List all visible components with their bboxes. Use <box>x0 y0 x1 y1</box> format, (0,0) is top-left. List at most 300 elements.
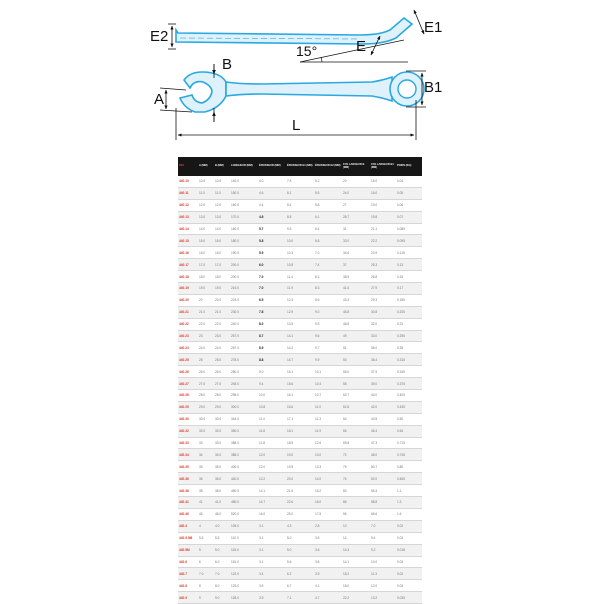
table-cell: 8.6 <box>314 294 342 306</box>
table-cell: 0.03 <box>396 580 422 592</box>
ref-cell: 440.20 <box>178 294 198 306</box>
table-cell: 14.2 <box>286 342 314 354</box>
ref-cell: 440.34 <box>178 449 198 461</box>
table-row <box>178 247 422 259</box>
table-cell: 9.4 <box>370 532 396 544</box>
ref-cell: 440.6 <box>178 556 198 568</box>
table-cell: 19.5 <box>286 461 314 473</box>
table-cell: 25.0 <box>214 354 230 366</box>
table-cell: 49 <box>342 330 370 342</box>
table-cell: 5.0 <box>214 544 230 556</box>
table-cell: 13.3 <box>314 461 342 473</box>
table-cell: 3.9 <box>258 592 286 604</box>
table-cell: 3.5 <box>258 580 286 592</box>
table-cell: 0.15 <box>396 271 422 283</box>
table-cell: 34.0 <box>214 449 230 461</box>
table-cell: 17.0 <box>214 259 230 271</box>
table-cell: 76 <box>342 473 370 485</box>
ref-cell: 440.18 <box>178 271 198 283</box>
table-cell: 5.6 <box>286 556 314 568</box>
table-cell: 14.1 <box>258 485 286 497</box>
table-row <box>178 497 422 509</box>
table-row <box>178 532 422 544</box>
table-cell: 8.9 <box>258 342 286 354</box>
table-cell: 0.255 <box>396 330 422 342</box>
label-e1: E1 <box>424 19 443 36</box>
table-row <box>178 199 422 211</box>
table-cell: 16.0 <box>370 187 396 199</box>
table-cell: 17.0 <box>198 259 214 271</box>
table-cell: 14 <box>342 532 370 544</box>
table-cell: 115.0 <box>230 556 258 568</box>
table-cell: 45.8 <box>342 306 370 318</box>
column-header: B (MM) <box>214 157 230 176</box>
table-cell: 0.435 <box>396 401 422 413</box>
table-cell: 0.80 <box>396 461 422 473</box>
table-cell: 69.8 <box>342 437 370 449</box>
column-header: A (MM) <box>198 157 214 176</box>
table-cell: 34 <box>198 449 214 461</box>
table-cell: 61.8 <box>342 401 370 413</box>
table-cell: 5.0 <box>286 544 314 556</box>
table-cell: 15.6 <box>286 378 314 390</box>
table-cell: 7.8 <box>258 306 286 318</box>
table-cell: 43.5 <box>370 413 396 425</box>
table-cell: 4.0 <box>258 176 286 187</box>
table-cell: 200.0 <box>230 259 258 271</box>
table-cell: 6.5 <box>258 294 286 306</box>
table-cell: 38 <box>198 485 214 497</box>
ref-cell: 440.10 <box>178 176 198 187</box>
table-cell: 18.0 <box>214 271 230 283</box>
table-cell: 58 <box>342 378 370 390</box>
table-cell: 245.0 <box>230 378 258 390</box>
table-cell: 150.0 <box>230 187 258 199</box>
table-cell: 0.345 <box>396 366 422 378</box>
table-cell: 1.3 <box>396 497 422 509</box>
table-cell: 11.0 <box>214 187 230 199</box>
table-cell: 10.7 <box>314 390 342 402</box>
ref-cell: 440.30 <box>178 413 198 425</box>
table-cell: 8.7 <box>258 330 286 342</box>
ref-cell: 440.26 <box>178 366 198 378</box>
table-row <box>178 544 422 556</box>
table-cell: 48.0 <box>370 449 396 461</box>
table-cell: 30.0 <box>214 413 230 425</box>
table-cell: 5.8 <box>314 199 342 211</box>
table-cell: 4.7 <box>314 592 342 604</box>
ref-cell: 440.5M <box>178 544 198 556</box>
ref-cell: 440.32 <box>178 425 198 437</box>
table-cell: 0.28 <box>396 342 422 354</box>
table-cell: 25 <box>198 354 214 366</box>
table-row <box>178 592 422 604</box>
table-cell: 24.0 <box>342 187 370 199</box>
table-row <box>178 568 422 580</box>
table-cell: 13.0 <box>214 211 230 223</box>
table-cell: 24.0 <box>198 342 214 354</box>
table-cell: 0.018 <box>396 544 422 556</box>
table-cell: 170.0 <box>230 211 258 223</box>
table-cell: 33.0 <box>370 330 396 342</box>
table-cell: 15.0 <box>370 176 396 187</box>
table-cell: 86 <box>342 497 370 509</box>
table-cell: 21.1 <box>370 223 396 235</box>
table-cell: 35 <box>198 461 214 473</box>
table-cell: 0.715 <box>396 437 422 449</box>
table-cell: 385.0 <box>230 449 258 461</box>
table-cell: 13.0 <box>314 449 342 461</box>
table-cell: 3.1 <box>258 556 286 568</box>
table-cell: 115.0 <box>230 544 258 556</box>
table-cell: 10.0 <box>214 176 230 187</box>
table-cell: 400.0 <box>230 461 258 473</box>
table-cell: 2.8 <box>314 520 342 532</box>
table-cell: 7.0 <box>314 247 342 259</box>
table-cell: 7.0 <box>214 568 230 580</box>
table-row <box>178 259 422 271</box>
table-cell: 216.0 <box>230 283 258 295</box>
table-cell: 11.0 <box>258 413 286 425</box>
table-cell: 3.4 <box>258 568 286 580</box>
table-row <box>178 449 422 461</box>
table-cell: 440.0 <box>230 473 258 485</box>
table-cell: 12.2 <box>258 473 286 485</box>
table-cell: 11.8 <box>258 437 286 449</box>
table-cell: 46 <box>198 508 214 520</box>
table-cell: 30.8 <box>370 306 396 318</box>
table-cell: 51 <box>342 342 370 354</box>
table-cell: 0.17 <box>396 283 422 295</box>
table-cell: 9.2 <box>370 544 396 556</box>
label-b: B <box>222 56 233 73</box>
table-cell: 18.5 <box>286 437 314 449</box>
spec-table <box>178 157 422 604</box>
table-header-row <box>178 157 422 176</box>
table-cell: 5 <box>198 544 214 556</box>
table-cell: 10.0 <box>258 390 286 402</box>
table-cell: 25.0 <box>286 508 314 520</box>
table-cell: 19.0 <box>370 199 396 211</box>
table-cell: 10 <box>342 520 370 532</box>
table-cell: 29.0 <box>214 401 230 413</box>
table-cell: 14.7 <box>258 497 286 509</box>
label-a: A <box>154 91 165 108</box>
ref-cell: 440.24 <box>178 342 198 354</box>
ref-cell: 440.15 <box>178 235 198 247</box>
table-cell: 53 <box>342 354 370 366</box>
ref-cell: 440.9 <box>178 592 198 604</box>
table-row <box>178 485 422 497</box>
table-cell: 9.9 <box>314 354 342 366</box>
table-cell: 58.8 <box>370 497 396 509</box>
table-cell: 7.0 <box>370 520 396 532</box>
ref-cell: 440.27 <box>178 378 198 390</box>
table-cell: 66.6 <box>370 508 396 520</box>
ref-cell: 440.41 <box>178 497 198 509</box>
table-cell: 8.0 <box>258 318 286 330</box>
table-row <box>178 318 422 330</box>
table-cell: 122.0 <box>230 568 258 580</box>
table-cell: 4 <box>198 520 214 532</box>
label-angle: 15° <box>296 43 318 59</box>
ref-cell: 440.5.5M <box>178 532 198 544</box>
table-cell: 3.8 <box>314 556 342 568</box>
table-cell: 40.0 <box>370 390 396 402</box>
table-cell: 43.3 <box>342 294 370 306</box>
table-cell: 55.4 <box>370 485 396 497</box>
table-cell: 0.23 <box>396 318 422 330</box>
table-cell: 450.0 <box>230 485 258 497</box>
table-cell: 0.02 <box>396 520 422 532</box>
table-cell: 110.0 <box>230 532 258 544</box>
table-cell: 10.1 <box>314 366 342 378</box>
ref-cell: 440.38 <box>178 485 198 497</box>
table-cell: 42.0 <box>370 401 396 413</box>
table-cell: 180.0 <box>230 223 258 235</box>
table-cell: 15.1 <box>286 366 314 378</box>
column-header: REF <box>178 157 198 176</box>
table-cell: 47.3 <box>370 437 396 449</box>
table-cell: 27.0 <box>198 378 214 390</box>
table-cell: 23.9 <box>370 247 396 259</box>
table-cell: 6.4 <box>314 223 342 235</box>
table-cell: 21.0 <box>214 306 230 318</box>
wrench-ring-bore <box>398 80 416 98</box>
table-cell: 41.0 <box>214 497 230 509</box>
table-row <box>178 235 422 247</box>
table-cell: 6.1 <box>314 211 342 223</box>
table-cell: 10.0 <box>370 556 396 568</box>
table-cell: 11.8 <box>258 425 286 437</box>
table-cell: 19.0 <box>286 449 314 461</box>
table-row <box>178 473 422 485</box>
table-cell: 5.2 <box>314 176 342 187</box>
table-cell: 8.4 <box>286 199 314 211</box>
table-row <box>178 413 422 425</box>
wrench-side-view <box>176 18 412 44</box>
table-cell: 20 <box>342 176 370 187</box>
table-cell: 5.9 <box>258 247 286 259</box>
table-cell: 14.0 <box>198 223 214 235</box>
table-cell: 9.5 <box>286 223 314 235</box>
table-cell: 32.0 <box>214 425 230 437</box>
table-cell: 80 <box>342 485 370 497</box>
table-cell: 36 <box>198 473 214 485</box>
table-cell: 16.1 <box>286 390 314 402</box>
ref-cell: 440.23 <box>178 330 198 342</box>
table-cell: 5.5 <box>314 187 342 199</box>
table-cell: 5.0 <box>286 532 314 544</box>
table-cell: 12.0 <box>214 199 230 211</box>
column-header: LONGUEUR (MM) <box>230 157 258 176</box>
table-cell: 10.3 <box>286 247 314 259</box>
table-cell: 46.0 <box>214 508 230 520</box>
table-cell: 22.0 <box>198 318 214 330</box>
table-cell: 14.0 <box>314 473 342 485</box>
table-cell: 9.4 <box>258 378 286 390</box>
table-cell: 18.1 <box>286 425 314 437</box>
table-cell: 75 <box>342 461 370 473</box>
table-cell: 38.9 <box>342 271 370 283</box>
table-cell: 96 <box>342 508 370 520</box>
table-cell: 27.0 <box>214 378 230 390</box>
table-cell: 5.8 <box>258 235 286 247</box>
table-cell: 180.0 <box>230 235 258 247</box>
table-row <box>178 556 422 568</box>
table-cell: 14.1 <box>342 556 370 568</box>
table-cell: 6.8 <box>314 235 342 247</box>
table-cell: 140.0 <box>230 176 258 187</box>
ref-cell: 440.21 <box>178 306 198 318</box>
ref-cell: 440.46 <box>178 508 198 520</box>
table-cell: 32.0 <box>198 425 214 437</box>
table-cell: 41 <box>198 497 214 509</box>
table-row <box>178 378 422 390</box>
column-header: 15% LARGEUR B1 (MM) <box>370 157 396 176</box>
ref-cell: 440.17 <box>178 259 198 271</box>
table-cell: 240.0 <box>230 318 258 330</box>
table-cell: 16.0 <box>314 497 342 509</box>
table-cell: 0.375 <box>396 378 422 390</box>
table-cell: 17.5 <box>314 508 342 520</box>
table-row <box>178 366 422 378</box>
ref-cell: 440.14 <box>178 223 198 235</box>
table-cell: 4.8 <box>258 211 286 223</box>
table-cell: 0.64 <box>396 425 422 437</box>
table-cell: 33.0 <box>342 235 370 247</box>
table-cell: 3.6 <box>314 544 342 556</box>
table-cell: 22.2 <box>342 592 370 604</box>
table-cell: 7.4 <box>286 176 314 187</box>
table-cell: 128.0 <box>230 592 258 604</box>
table-cell: 5.5 <box>198 532 214 544</box>
table-cell: 0.13 <box>396 259 422 271</box>
ref-cell: 440.12 <box>178 199 198 211</box>
ref-cell: 440.11 <box>178 187 198 199</box>
table-cell: 280.0 <box>230 366 258 378</box>
table-cell: 12.9 <box>286 306 314 318</box>
table-cell: 28.0 <box>198 390 214 402</box>
table-cell: 22.0 <box>214 318 230 330</box>
table-cell: 3.1 <box>258 520 286 532</box>
table-cell: 21.0 <box>198 306 214 318</box>
table-cell: 0.085 <box>396 223 422 235</box>
ref-cell: 440.19 <box>178 283 198 295</box>
table-cell: 37.9 <box>370 366 396 378</box>
table-row <box>178 342 422 354</box>
table-cell: 224.0 <box>230 294 258 306</box>
table-cell: 9.7 <box>314 342 342 354</box>
table-row <box>178 425 422 437</box>
label-l: L <box>292 117 301 134</box>
table-cell: 4.4 <box>258 199 286 211</box>
table-row <box>178 401 422 413</box>
table-cell: 3.1 <box>258 544 286 556</box>
table-cell: 12.6 <box>314 437 342 449</box>
table-cell: 480.0 <box>230 497 258 509</box>
ref-cell: 440.33 <box>178 437 198 449</box>
table-cell: 5.5 <box>214 532 230 544</box>
table-cell: 0.05 <box>396 187 422 199</box>
table-cell: 21.0 <box>286 485 314 497</box>
table-cell: 3.9 <box>314 568 342 580</box>
table-cell: 16.0 <box>258 508 286 520</box>
ref-cell: 440.7 <box>178 568 198 580</box>
table-cell: 25.3 <box>370 259 396 271</box>
table-cell: 0.07 <box>396 211 422 223</box>
table-cell: 0.035 <box>396 592 422 604</box>
ref-cell: 440.8 <box>178 580 198 592</box>
table-cell: 12.0 <box>258 449 286 461</box>
table-row <box>178 294 422 306</box>
table-row <box>178 461 422 473</box>
table-cell: 11.3 <box>370 568 396 580</box>
table-cell: 0.06 <box>396 199 422 211</box>
table-cell: 160.0 <box>230 199 258 211</box>
table-cell: 8.1 <box>286 187 314 199</box>
table-cell: 72 <box>342 449 370 461</box>
table-cell: 1.1 <box>396 485 422 497</box>
table-cell: 0.03 <box>396 532 422 544</box>
table-cell: 35.0 <box>370 342 396 354</box>
ref-cell: 440.22 <box>178 318 198 330</box>
table-cell: 38.0 <box>214 485 230 497</box>
table-cell: 36.4 <box>370 354 396 366</box>
ref-cell: 440.13 <box>178 211 198 223</box>
table-cell: 8.1 <box>314 271 342 283</box>
table-cell: 23.0 <box>214 330 230 342</box>
table-cell: 15.2 <box>314 485 342 497</box>
table-cell: 27.9 <box>370 283 396 295</box>
table-cell: 12.3 <box>286 294 314 306</box>
table-cell: 13.2 <box>370 592 396 604</box>
table-cell: 0.205 <box>396 306 422 318</box>
table-cell: 0.02 <box>396 568 422 580</box>
table-cell: 295.0 <box>230 390 258 402</box>
table-cell: 52.0 <box>370 473 396 485</box>
table-row <box>178 271 422 283</box>
table-row <box>178 211 422 223</box>
table-cell: 30.0 <box>198 413 214 425</box>
table-cell: 7.0 <box>198 568 214 580</box>
table-cell: 10.0 <box>286 235 314 247</box>
table-cell: 46.4 <box>370 425 396 437</box>
column-header: 15% LARGEUR B (MM) <box>342 157 370 176</box>
table-cell: 66 <box>342 425 370 437</box>
table-cell: 39.0 <box>370 378 396 390</box>
table-row <box>178 520 422 532</box>
table-cell: 6.0 <box>258 259 286 271</box>
table-cell: 388.0 <box>230 437 258 449</box>
table-cell: 4.0 <box>214 520 230 532</box>
column-header: ÉPAISSEUR E2 (MM) <box>314 157 342 176</box>
table-cell: 22.6 <box>286 497 314 509</box>
table-cell: 13.0 <box>198 211 214 223</box>
table-cell: 14.3 <box>342 544 370 556</box>
table-cell: 16.0 <box>198 247 214 259</box>
table-cell: 19.8 <box>370 211 396 223</box>
table-cell: 46.8 <box>342 318 370 330</box>
column-header: POIDS (KG) <box>396 157 422 176</box>
table-cell: 32.0 <box>370 318 396 330</box>
table-cell: 8 <box>198 580 214 592</box>
table-cell: 20.0 <box>214 294 230 306</box>
table-cell: 6.0 <box>214 556 230 568</box>
table-row <box>178 330 422 342</box>
table-cell: 1.6 <box>396 508 422 520</box>
table-cell: 11.0 <box>314 401 342 413</box>
